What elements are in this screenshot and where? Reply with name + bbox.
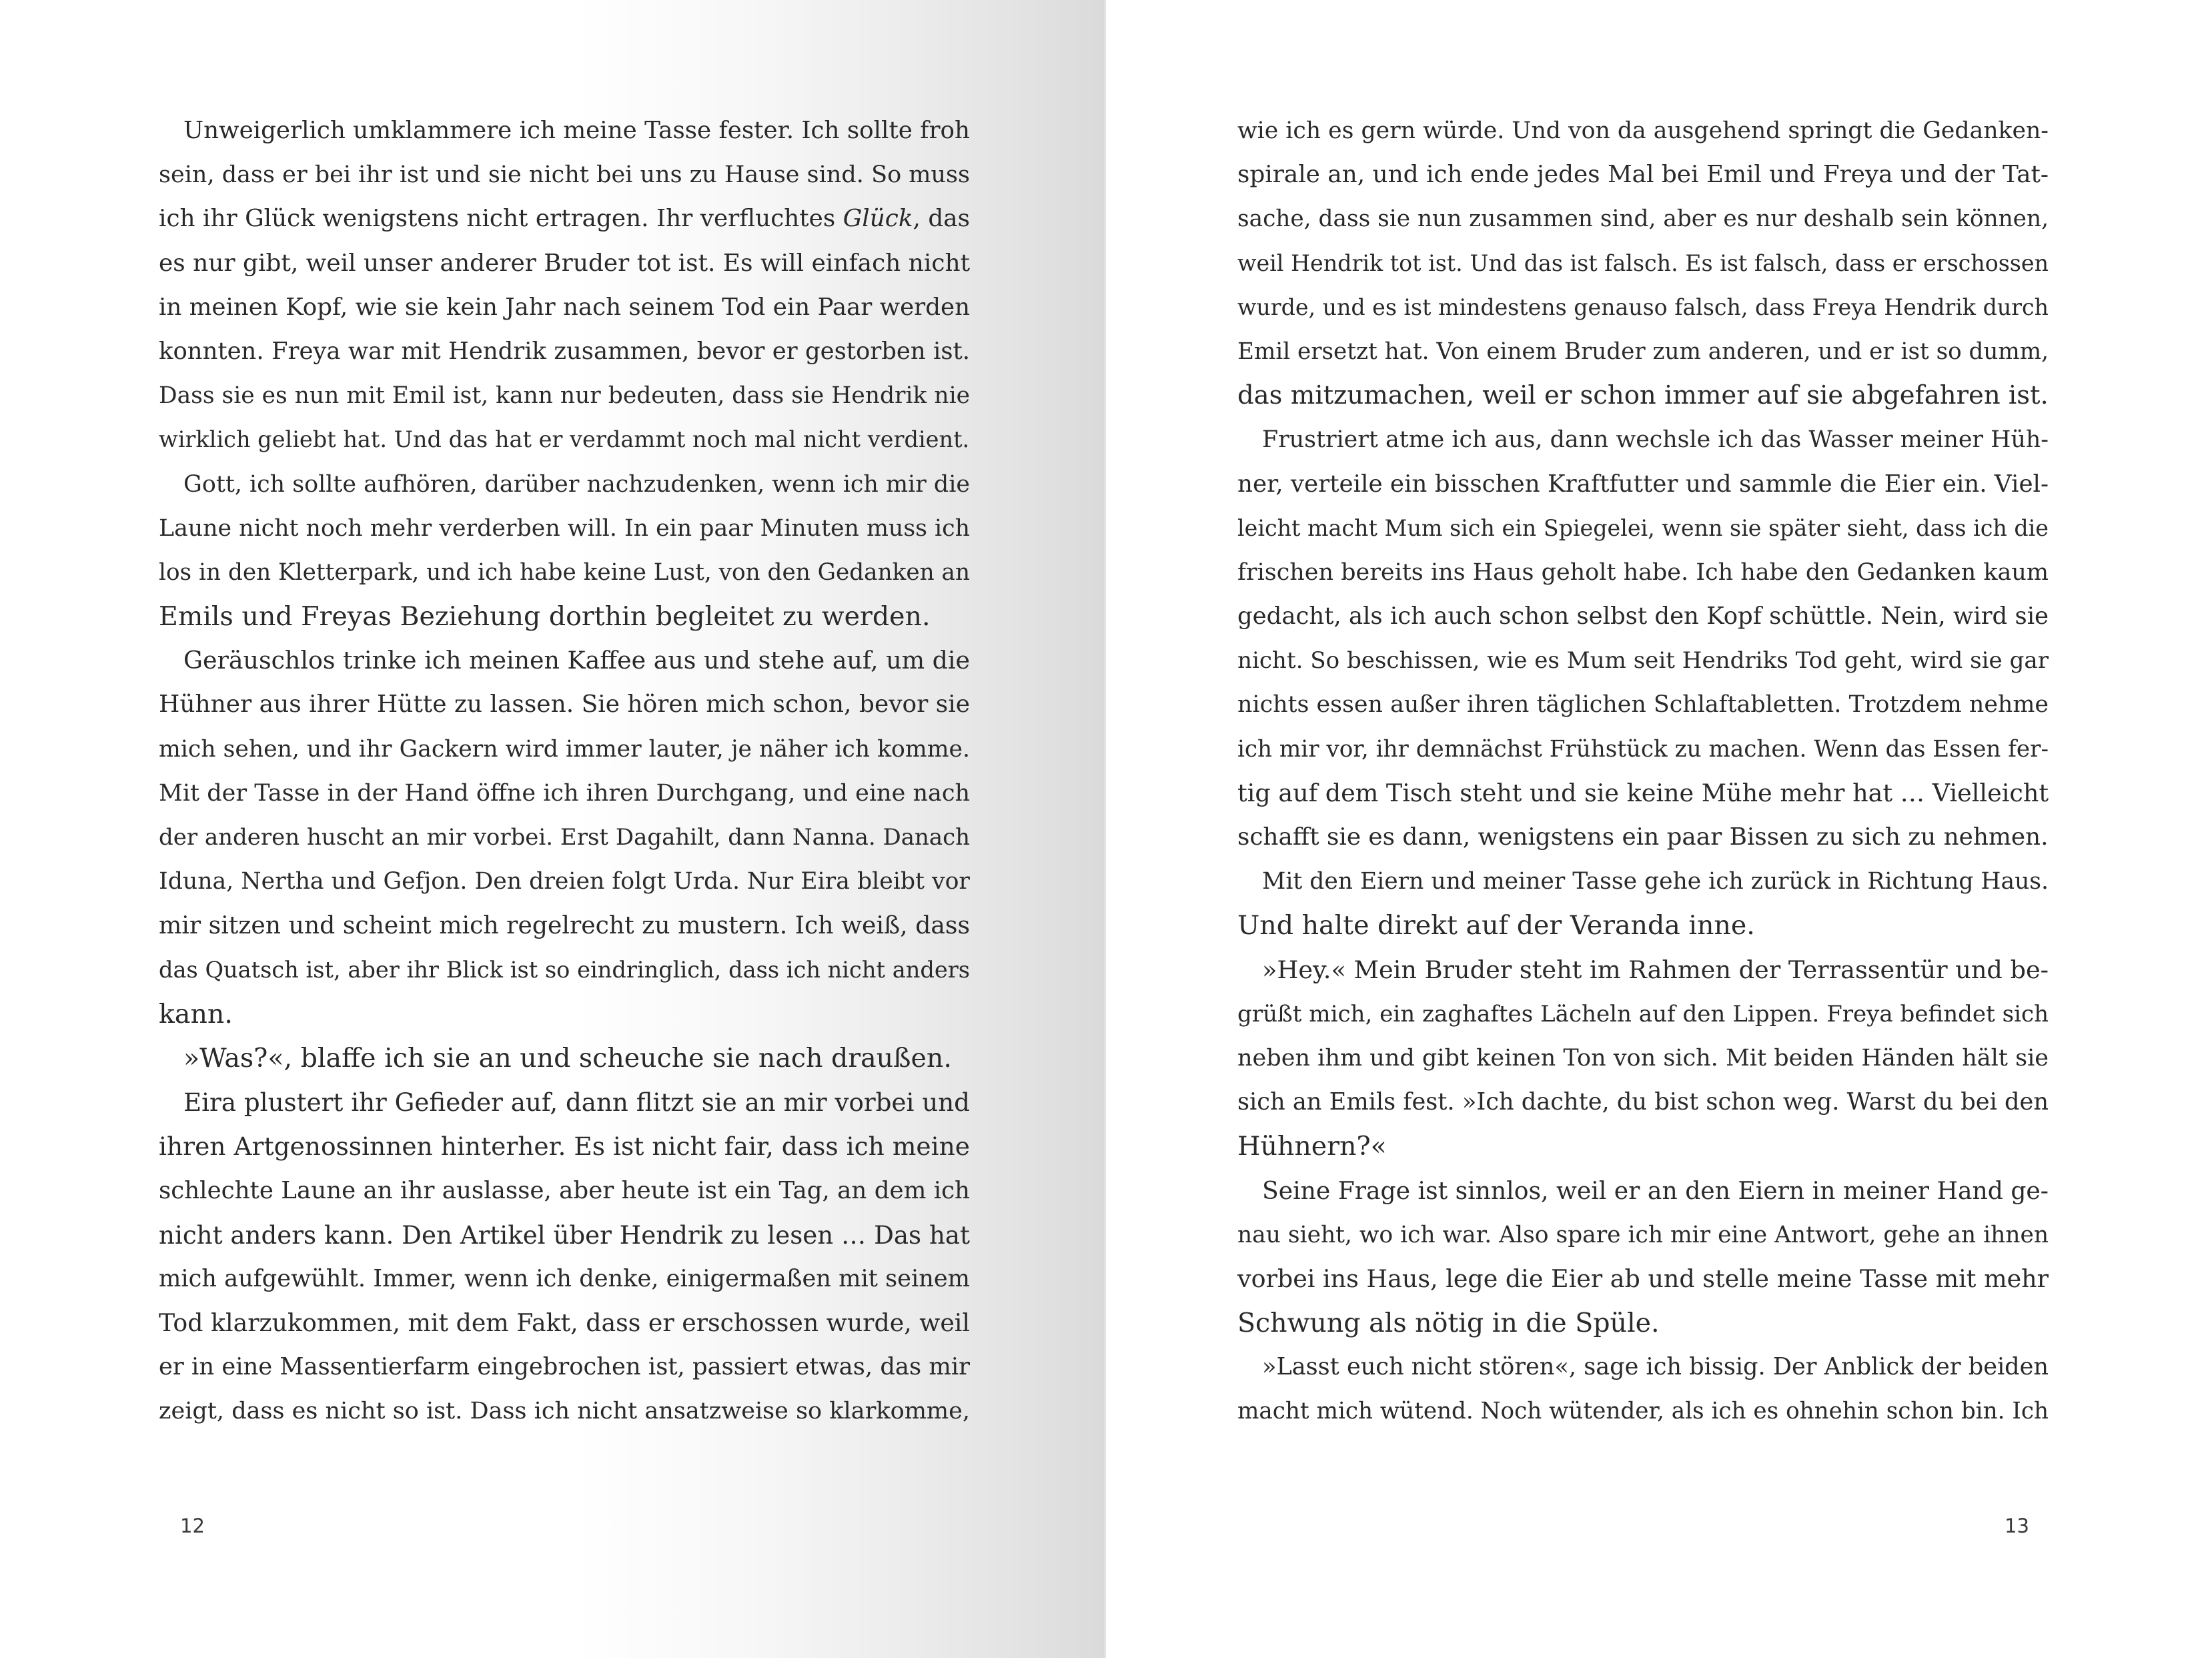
text-line: Tod klarzukommen, mit dem Fakt, dass er erschossen wurde, weil (159, 1308, 970, 1338)
text-line: Seine Frage ist sinnlos, weil er an den Eiern in meiner Hand ge- (1262, 1176, 2049, 1205)
text-line: neben ihm und gibt keinen Ton von sich. Mit beiden Händen hält sie (1237, 1044, 2049, 1072)
text-line: zeigt, dass es nicht so ist. Dass ich nicht ansatzweise so klarkomme, (159, 1397, 970, 1425)
text-line: er in eine Massentierfarm eingebrochen ist, passiert etwas, das mir (159, 1353, 970, 1381)
text-line: es nur gibt, weil unser anderer Bruder tot ist. Es will einfach nicht (159, 249, 970, 277)
text-line: Emil ersetzt hat. Von einem Bruder zum anderen, und er ist so dumm, (1237, 338, 2049, 365)
text-line: konnten. Freya war mit Hendrik zusammen, bevor er gestorben ist. (159, 337, 970, 365)
text-line: Geräuschlos trinke ich meinen Kaffee aus und stehe auf, um die (183, 646, 970, 675)
text-line: Hühner aus ihrer Hütte zu lassen. Sie hören mich schon, bevor sie (159, 691, 970, 719)
text-line: frischen bereits ins Haus geholt habe. Ich habe den Gedanken kaum (1237, 558, 2049, 586)
text-line: nicht. So beschissen, wie es Mum seit Hendriks Tod geht, wird sie gar (1237, 647, 2049, 675)
text-line: Dass sie es nun mit Emil ist, kann nur bedeuten, dass sie Hendrik nie (159, 382, 970, 410)
left-page-number: 12 (180, 1515, 205, 1537)
text-line: nicht anders kann. Den Artikel über Hendrik zu lesen … Das hat (159, 1220, 970, 1250)
text-line: »Hey.« Mein Bruder steht im Rahmen der Terrassentür und be- (1262, 955, 2049, 984)
right-page (1106, 0, 2212, 1658)
text-line: kann. (159, 998, 233, 1029)
text-line: schlechte Laune an ihr auslasse, aber heute ist ein Tag, an dem ich (159, 1176, 970, 1204)
text-line: ihren Artgenossinnen hinterher. Es ist nicht fair, dass ich meine (159, 1132, 970, 1162)
text-line: Unweigerlich umklammere ich meine Tasse fester. Ich sollte froh (183, 117, 970, 144)
text-line: nau sieht, wo ich war. Also spare ich mir eine Antwort, gehe an ihnen (1237, 1221, 2049, 1248)
text-line: los in den Kletterpark, und ich habe keine Lust, von den Gedanken an (159, 558, 970, 586)
right-page-body-text (1237, 109, 2049, 1434)
text-line-segment: , das (913, 205, 971, 233)
text-line: »Was?«, blaffe ich sie an und scheuche sie nach draußen. (183, 1042, 952, 1074)
text-line: mich sehen, und ihr Gackern wird immer lauter, je näher ich komme. (159, 735, 970, 763)
text-line: vorbei ins Haus, lege die Eier ab und stelle meine Tasse mit mehr (1237, 1264, 2049, 1293)
text-line: mich aufgewühlt. Immer, wenn ich denke, einigermaßen mit seinem (159, 1264, 970, 1292)
text-line: leicht macht Mum sich ein Spiegelei, wenn sie später sieht, dass ich die (1237, 514, 2049, 541)
text-line: sein, dass er bei ihr ist und sie nicht bei uns zu Hause sind. So muss (159, 161, 970, 189)
text-line: sich an Emils fest. »Ich dachte, du bist schon weg. Warst du bei den (1237, 1088, 2049, 1116)
text-line: schafft sie es dann, wenigstens ein paar Bissen zu sich zu nehmen. (1237, 823, 2049, 851)
text-line: wie ich es gern würde. Und von da ausgehend springt die Gedanken- (1237, 117, 2049, 144)
text-line: mir sitzen und scheint mich regelrecht zu mustern. Ich weiß, dass (159, 911, 970, 940)
text-line: weil Hendrik tot ist. Und das ist falsch. Es ist falsch, dass er erschossen (1237, 250, 2049, 276)
text-line: Schwung als nötig in die Spüle. (1237, 1308, 1660, 1339)
text-line: Mit der Tasse in der Hand öffne ich ihren Durchgang, und eine nach (159, 779, 970, 807)
text-line: spirale an, und ich ende jedes Mal bei Emil und Freya und der Tat- (1237, 161, 2049, 189)
text-line: grüßt mich, ein zaghaftes Lächeln auf den Lippen. Freya befindet sich (1237, 1000, 2049, 1027)
text-line: der anderen huscht an mir vorbei. Erst Dagahilt, dann Nanna. Danach (159, 824, 970, 851)
text-line: sache, dass sie nun zusammen sind, aber es nur deshalb sein können, (1237, 205, 2049, 233)
right-page-number: 13 (2005, 1515, 2029, 1537)
text-line: tig auf dem Tisch steht und sie keine Mühe mehr hat … Vielleicht (1237, 778, 2049, 807)
text-line: Iduna, Nertha und Gefjon. Den dreien folgt Urda. Nur Eira bleibt vor (159, 868, 970, 895)
text-line: nichts essen außer ihren täglichen Schlaftabletten. Trotzdem nehme (1237, 691, 2049, 719)
text-line: »Lasst euch nicht stören«, sage ich bissig. Der Anblick der beiden (1262, 1353, 2049, 1381)
text-line: Hühnern?« (1237, 1131, 1387, 1162)
text-line: Emils und Freyas Beziehung dorthin begleitet zu werden. (159, 601, 931, 633)
text-line: Eira plustert ihr Gefieder auf, dann flitzt sie an mir vorbei und (183, 1088, 970, 1118)
text-line: ner, verteile ein bisschen Kraftfutter und sammle die Eier ein. Viel- (1237, 470, 2049, 498)
text-line: wirklich geliebt hat. Und das hat er verdammt noch mal nicht verdient. (159, 426, 970, 453)
text-line-segment: ich ihr Glück wenigstens nicht ertragen. Ihr verfluchtes (159, 205, 843, 233)
text-line: das mitzumachen, weil er schon immer auf sie abgefahren ist. (1237, 380, 2049, 411)
text-line: das Quatsch ist, aber ihr Blick ist so eindringlich, dass ich nicht anders (159, 956, 970, 983)
left-page-body-text (159, 109, 970, 1434)
text-line: Mit den Eiern und meiner Tasse gehe ich zurück in Richtung Haus. (1262, 868, 2049, 895)
text-line: wurde, und es ist mindestens genauso falsch, dass Freya Hendrik durch (1237, 294, 2049, 320)
text-line: Laune nicht noch mehr verderben will. In ein paar Minuten muss ich (159, 514, 970, 542)
text-line: macht mich wütend. Noch wütender, als ich es ohnehin schon bin. Ich (1237, 1398, 2049, 1425)
text-line: Gott, ich sollte aufhören, darüber nachzudenken, wenn ich mir die (183, 470, 970, 498)
text-line (159, 197, 970, 241)
text-line: Und halte direkt auf der Veranda inne. (1237, 910, 1755, 941)
text-line: in meinen Kopf, wie sie kein Jahr nach seinem Tod ein Paar werden (159, 293, 970, 321)
text-line: gedacht, als ich auch schon selbst den Kopf schüttle. Nein, wird sie (1237, 602, 2049, 631)
emphasized-word: Glück (843, 205, 913, 233)
text-line: ich mir vor, ihr demnächst Frühstück zu machen. Wenn das Essen fer- (1237, 735, 2049, 763)
text-line: Frustriert atme ich aus, dann wechsle ich das Wasser meiner Hüh- (1262, 426, 2049, 454)
